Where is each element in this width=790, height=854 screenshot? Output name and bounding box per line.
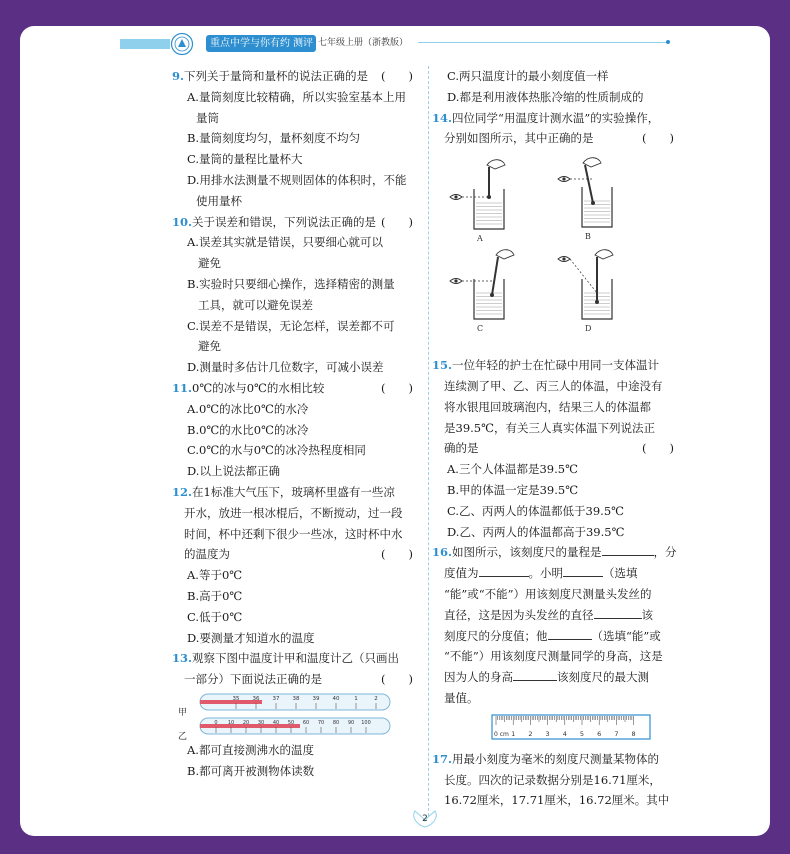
- answer-option: [172, 149, 415, 170]
- eye-pupil: [562, 258, 565, 261]
- question-stem: [172, 66, 415, 87]
- answer-option: [432, 66, 676, 87]
- answer-option: [172, 420, 415, 441]
- beaker-label: C: [477, 324, 484, 334]
- question-text: 一部分）下面说法正确的是: [184, 672, 322, 687]
- answer-option: [172, 586, 415, 607]
- answer-option: [172, 607, 415, 628]
- thermometer-figure: [172, 690, 415, 740]
- answer-option: [172, 399, 415, 420]
- thermometer-jia-tick-label: 35: [232, 695, 240, 702]
- question-text: 开水，放进一根冰棍后，不断搅动，过一段: [184, 505, 403, 520]
- beaker-option-c[interactable]: [450, 250, 514, 333]
- eye-pupil: [454, 280, 457, 283]
- question-number: 9.: [172, 69, 185, 83]
- q16-blank-can2[interactable]: [548, 627, 592, 640]
- beaker-thermometer: [585, 165, 593, 203]
- thermometer-yi-tick-label: 60: [302, 719, 310, 726]
- answer-paren[interactable]: ( ): [381, 69, 413, 83]
- answer-paren[interactable]: ( ): [381, 380, 413, 395]
- page-number: [413, 811, 437, 827]
- question-stem: [172, 378, 415, 399]
- option-text[interactable]: A.都可直接测沸水的温度: [187, 742, 314, 757]
- question-stem: [432, 749, 676, 770]
- ruler-svg: [432, 709, 676, 749]
- question-continuation: [432, 376, 676, 397]
- beaker-figure: [432, 149, 676, 355]
- q16-text: “不能”）用该刻度尺测量同学的身高，这是: [444, 649, 663, 664]
- thermometer-yi-tick-label: 30: [257, 719, 265, 726]
- question-text: 确的是: [444, 441, 479, 456]
- question-continuation: [172, 669, 415, 690]
- thermometer-jia-tick-label: 40: [332, 695, 340, 702]
- option-continuation: [172, 336, 415, 357]
- option-text[interactable]: C.两只温度计的最小刻度值一样: [447, 69, 609, 83]
- question-text: 四位同学“用温度计测水温”的实验操作，: [452, 110, 660, 125]
- beaker-option-d[interactable]: [558, 250, 613, 333]
- option-text[interactable]: A.三个人体温都是39.5℃: [447, 462, 578, 477]
- answer-option: [172, 461, 415, 482]
- answer-option: [172, 565, 415, 586]
- ruler-tick-label: 2: [528, 729, 533, 738]
- question-continuation: [432, 790, 676, 811]
- option-text: 避免: [198, 339, 221, 354]
- thermometer-yi-tick-label: 50: [287, 719, 295, 726]
- q16-blank-compare1[interactable]: [594, 606, 642, 619]
- question-continuation: [172, 544, 415, 565]
- option-text: 工具，就可以避免误差: [198, 297, 313, 312]
- option-text[interactable]: D.要测量才知道水的温度: [187, 630, 315, 645]
- question-continuation: [432, 397, 676, 418]
- option-text[interactable]: C.0℃的水与0℃的冰冷热程度相同: [187, 443, 366, 458]
- option-text[interactable]: A.0℃的冰比0℃的水冷: [187, 401, 309, 416]
- thermometer-yi-tick-label: 70: [317, 719, 325, 726]
- question-text: 时间，杯中还剩下很少一些冰，这时杯中水: [184, 526, 403, 541]
- answer-option: [432, 501, 676, 522]
- thermometer-yi-tick-label: 100: [361, 719, 371, 726]
- q16-text: （选填“能”或: [591, 628, 661, 643]
- thermometer-jia-tick-label: 38: [292, 695, 300, 702]
- answer-option: [172, 170, 415, 191]
- question-text: 一位年轻的护士在忙碌中用同一支体温计: [452, 358, 660, 373]
- beaker-option-a[interactable]: [450, 160, 505, 243]
- question-text: 长度。四次的记录数据分别是16.71厘米，: [444, 772, 661, 787]
- answer-paren[interactable]: ( ): [381, 547, 413, 562]
- answer-option: [172, 740, 415, 761]
- option-text[interactable]: D.乙、丙两人的体温都高于39.5℃: [447, 524, 625, 539]
- answer-option: [172, 357, 415, 378]
- beaker-option-b[interactable]: [558, 158, 612, 241]
- eye-pupil: [562, 178, 565, 181]
- answer-option: [432, 522, 676, 543]
- option-text[interactable]: D.测量时多估计几位数字，可减小误差: [187, 360, 384, 375]
- option-text[interactable]: B.实验时只要细心操作，选择精密的测量: [187, 276, 395, 291]
- beaker-thermometer: [492, 257, 498, 295]
- q16-number: 16.: [432, 545, 453, 560]
- answer-option: [172, 87, 415, 108]
- thermometer-jia-tick-label: 1: [354, 695, 358, 702]
- question-16: [432, 542, 676, 708]
- answer-option: [432, 87, 676, 108]
- header-tag: 重点中学与你有约: [206, 35, 294, 52]
- option-text[interactable]: B.都可离开被测物体读数: [187, 763, 315, 778]
- ruler-tick-label: 7: [614, 729, 619, 738]
- answer-paren[interactable]: ( ): [642, 441, 674, 456]
- question-text: 的温度为: [184, 547, 230, 562]
- option-continuation: [172, 191, 415, 212]
- beaker-svg: [432, 149, 676, 355]
- option-text[interactable]: B.量筒刻度均匀，量杯刻度不均匀: [187, 131, 361, 146]
- ruler-tick-label: 3: [545, 729, 550, 738]
- option-text[interactable]: C.误差不是错误，无论怎样，误差都不可: [187, 318, 395, 333]
- question-text: 在1标准大气压下，玻璃杯里盛有一些凉: [192, 484, 395, 499]
- answer-option: [172, 232, 415, 253]
- q16-text: 度值为: [444, 566, 479, 581]
- q16-text: “能”或“不能”）用该刻度尺测量头发丝的: [444, 586, 652, 601]
- answer-option: [172, 440, 415, 461]
- thermometer-jia-tick-label: 39: [312, 695, 320, 702]
- option-text[interactable]: A.量筒刻度比较精确，所以实验室基本上用: [187, 89, 406, 104]
- question-text: 16.72厘米，17.71厘米，16.72厘米。其中: [444, 793, 670, 808]
- answer-option: [172, 274, 415, 295]
- option-text[interactable]: B.甲的体温一定是39.5℃: [447, 482, 579, 497]
- thermometer-yi-tick-label: 90: [347, 719, 355, 726]
- beaker-label: A: [477, 234, 483, 244]
- worksheet-page: [20, 26, 770, 836]
- q16-text: 刻度尺的分度值；他: [444, 628, 548, 643]
- thermometer-yi-tick-label: 20: [242, 719, 250, 726]
- ruler-tick-label: 8: [631, 729, 636, 738]
- question-text: 关于误差和错误，下列说法正确的是: [192, 214, 377, 229]
- question-number: 15.: [432, 358, 453, 373]
- option-text[interactable]: A.等于0℃: [187, 568, 243, 583]
- thermometer-yi-tick-label: 80: [332, 719, 340, 726]
- question-continuation: [432, 418, 676, 439]
- ruler-tick-label: 6: [597, 729, 602, 738]
- question-stem: [432, 108, 676, 129]
- option-text[interactable]: C.低于0℃: [187, 609, 243, 624]
- beaker-thermometer-bulb: [595, 300, 599, 304]
- question-number: 12.: [172, 484, 193, 499]
- q16-blank-compare2[interactable]: [513, 668, 557, 681]
- beaker-thermometer-bulb: [591, 201, 595, 205]
- q16-text: 该刻度尺的最大测: [557, 670, 649, 685]
- question-text: 用最小刻度为毫米的刻度尺测量某物体的: [452, 751, 660, 766]
- option-text: 量筒: [196, 110, 219, 125]
- question-continuation: [432, 770, 676, 791]
- question-text: 0℃的冰与0℃的水相比较: [192, 380, 325, 395]
- option-text[interactable]: D.以上说法都正确: [187, 464, 280, 479]
- question-continuation: [432, 438, 676, 459]
- question-number: 14.: [432, 110, 453, 125]
- q16-blank-division[interactable]: [479, 564, 529, 577]
- beaker-label: B: [585, 232, 591, 242]
- thermometer-yi-tick-label: 10: [227, 719, 235, 726]
- header-bar: [120, 39, 170, 49]
- header-line: [418, 42, 668, 43]
- thermometer-jia-tick-label: 36: [252, 695, 260, 702]
- ruler-body: [492, 715, 650, 739]
- beaker-outline: [474, 279, 504, 319]
- q16-text: 量值。: [444, 690, 479, 705]
- answer-option: [432, 459, 676, 480]
- thermometer-jia-tick-label: 37: [272, 695, 280, 702]
- answer-paren[interactable]: ( ): [381, 672, 413, 687]
- page-number-text: 2: [422, 814, 428, 824]
- option-text: 使用量杯: [196, 193, 242, 208]
- header-dot: [666, 40, 670, 44]
- school-logo-icon: [170, 32, 194, 56]
- beaker-label: D: [585, 324, 592, 334]
- option-text: 避免: [198, 256, 221, 271]
- question-continuation: [432, 128, 676, 149]
- q16-text: 直径，这是因为头发丝的直径: [444, 607, 594, 622]
- question-stem: [432, 355, 676, 376]
- option-text[interactable]: A.误差其实就是错误，只要细心就可以: [187, 235, 383, 250]
- eye-pupil: [454, 196, 457, 199]
- q16-blank-can1[interactable]: [563, 564, 603, 577]
- right-column: [428, 66, 676, 811]
- question-number: 11.: [172, 380, 193, 395]
- beaker-outline: [582, 187, 612, 227]
- q16-text: （选填: [603, 566, 638, 581]
- option-text[interactable]: B.0℃的水比0℃的冰冷: [187, 422, 309, 437]
- ruler-tick-label: 5: [579, 729, 585, 738]
- answer-option: [172, 761, 415, 782]
- q16-text: 。小明: [528, 566, 563, 581]
- thermometer-jia-label: 甲: [178, 707, 188, 718]
- beaker-thermometer-bulb: [490, 293, 494, 297]
- option-text[interactable]: C.量筒的量程比量杯大: [187, 152, 303, 167]
- option-continuation: [172, 253, 415, 274]
- answer-paren[interactable]: ( ): [381, 214, 413, 229]
- question-text: 分别如图所示，其中正确的是: [444, 131, 594, 146]
- option-text[interactable]: B.高于0℃: [187, 588, 243, 603]
- q16-blank-range[interactable]: [602, 543, 654, 556]
- option-text[interactable]: D.用排水法测量不规则固体的体积时，不能: [187, 172, 407, 187]
- ruler-tick-label: 1: [511, 729, 516, 738]
- thermometer-jia-tick-label: 2: [374, 695, 378, 702]
- question-continuation: [172, 524, 415, 545]
- ruler-figure: [432, 709, 676, 749]
- thermometer-svg: [172, 690, 415, 740]
- option-text[interactable]: D.都是利用液体热胀冷缩的性质制成的: [447, 89, 644, 104]
- thermometer-yi-tick-label: 40: [272, 719, 280, 726]
- question-text: 连续测了甲、乙、丙三人的体温，中途没有: [444, 378, 663, 393]
- question-text: 下列关于量筒和量杯的说法正确的是: [184, 69, 369, 83]
- answer-option: [172, 628, 415, 649]
- answer-option: [172, 128, 415, 149]
- header-tag-ceping: 测评: [290, 35, 316, 52]
- option-continuation: [172, 108, 415, 129]
- ruler-tick-label: 4: [562, 729, 567, 738]
- q16-text: ，分: [653, 545, 677, 560]
- question-continuation: [172, 503, 415, 524]
- question-text: 观察下图中温度计甲和温度计乙（只画出: [192, 651, 400, 666]
- answer-option: [432, 480, 676, 501]
- header-grade: 七年级上册（浙教版）: [318, 38, 409, 48]
- answer-option: [172, 316, 415, 337]
- option-continuation: [172, 295, 415, 316]
- question-number: 10.: [172, 214, 193, 229]
- option-text[interactable]: C.乙、丙两人的体温都低于39.5℃: [447, 503, 625, 518]
- q16-text: 该: [641, 607, 653, 622]
- question-number: 13.: [172, 651, 193, 666]
- q16-text: 因为人的身高: [444, 670, 513, 685]
- question-stem: [172, 212, 415, 233]
- ruler-unit-label: 0 cm: [494, 730, 509, 738]
- thermometer-yi-tick-label: 0: [214, 719, 218, 726]
- answer-paren[interactable]: ( ): [642, 131, 674, 146]
- thermometer-yi-label: 乙: [178, 731, 188, 740]
- question-text: 将水银甩回玻璃泡内，结果三人的体温都: [444, 399, 651, 414]
- question-number: 17.: [432, 751, 453, 766]
- sight-line: [570, 259, 597, 293]
- question-stem: [172, 482, 415, 503]
- left-column: [172, 66, 415, 782]
- q16-text: 如图所示，该刻度尺的量程是: [452, 545, 602, 560]
- question-text: 是39.5℃，有关三人真实体温下列说法正: [444, 420, 655, 435]
- question-stem: [172, 648, 415, 669]
